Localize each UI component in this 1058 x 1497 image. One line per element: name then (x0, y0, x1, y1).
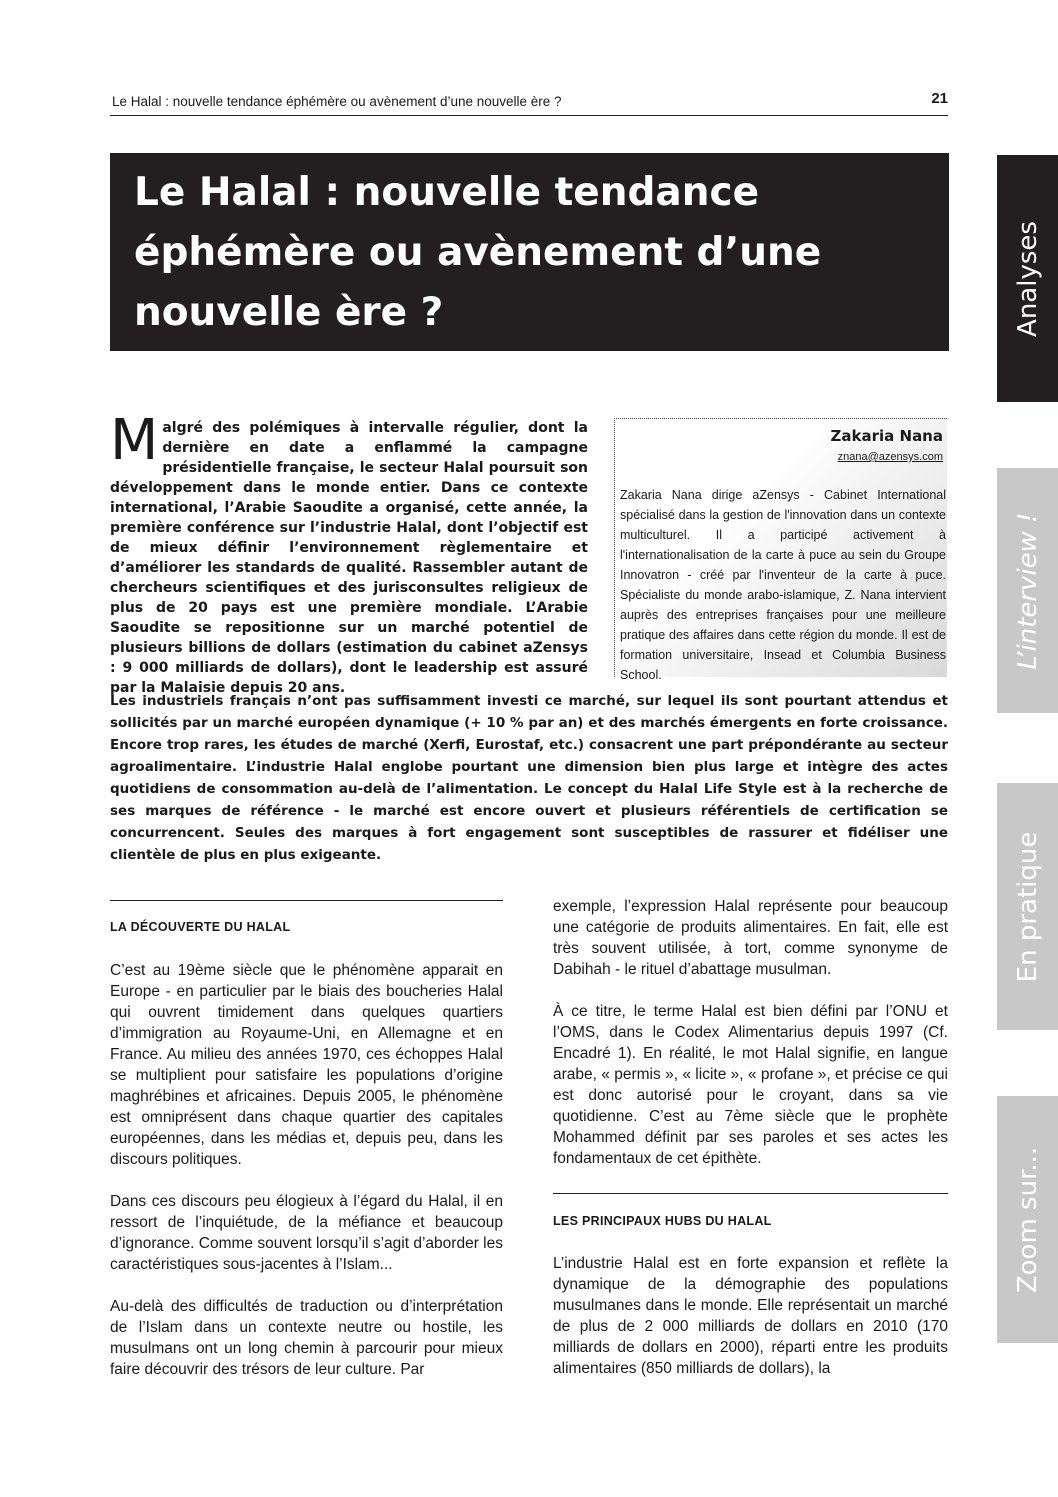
paragraph: exemple, l’expression Halal représente pour beaucoup une catégorie de produits alimentaires. En fait, elle est très souvent utilisée, à tort, comme synonyme de Dabihah - le rituel d’abattage musulman. (553, 898, 948, 978)
tab-zoom-sur[interactable] (997, 1096, 1058, 1343)
paragraph: Au-delà des difficultés de traduction ou d’interprétation de l’Islam dans un contexte neutre ou hostile, les musulmans ont un long chemin à parcourir pour mieux faire découvrir des trésors de leur culture. Par (110, 1298, 503, 1378)
paragraph: Dans ces discours peu élogieux à l’égard du Halal, il en ressort de l’inquiétude, de la méfiance et beaucoup d’ignorance. Comme souvent lorsqu’il s’agit d’aborder les caractéristiques sous-jacentes à l’Islam... (110, 1193, 503, 1273)
page-title: Le Halal : nouvelle tendance éphémère ou avènement d’une nouvelle ère ? (134, 170, 822, 335)
section-heading: LES PRINCIPAUX HUBS DU HALAL (553, 1214, 772, 1228)
tab-analyses[interactable] (997, 155, 1058, 402)
intro-paragraph: Les industriels français n’ont pas suffisamment investi ce marché, sur lequel ils sont pourtant attendus et sollicités par un marché européen dynamique (+ 10 % par an) et des marchés émergents en forte croissance. Encore trop rares, les études de marché (Xerfi, Eurostaf, etc.) consacrent une part prépondérante au secteur agroalimentaire. L’industrie Halal englobe pourtant une dimension bien plus large et intègre des actes quotidiens de consommation au-delà de l’alimentation. Le concept du Halal Life Style est à la recherche de ses marques de référence - le marché est encore ouvert et plusieurs référentiels de certification se concurrencent. Seules des marques à fort engagement sont susceptibles de rassurer et fidéliser une clientèle de plus en plus exigeante. (110, 693, 948, 863)
author-bio: Zakaria Nana dirige aZensys - Cabinet International spécialisé dans la gestion de l'innovation dans un contexte multiculturel. Il a participé activement à l'internationalisation de la carte à puce au sein du Groupe Innovatron - créé par l'inventeur de la carte à puce. Spécialiste du monde arabo-islamique, Z. Nana intervient auprès des entreprises françaises pour une meilleure pratique des affaires dans cette région du monde. Il est de formation universitaire, Insead et Columbia Business School. (620, 488, 946, 682)
section-rule (110, 900, 503, 901)
column-right-continued (553, 1253, 948, 1379)
section-heading: LA DÉCOUVERTE DU HALAL (110, 920, 291, 934)
title-block (110, 153, 949, 351)
running-head (110, 90, 948, 116)
author-email-link[interactable]: znana@azensys.com (837, 451, 943, 463)
paragraph: À ce titre, le terme Halal est bien défini par l’ONU et l’OMS, dans le Codex Alimentarius depuis 1997 (Cf. Encadré 1). En réalité, le mot Halal signifie, en langue arabe, « permis », « licite », « profane », et précise ce qui est donc autorisé pour le croyant, dans sa vie quotidienne. C’est au 7ème siècle que le prophète Mohammed définit par ses paroles et ses actes les fondamentaux de cet épithète. (553, 1003, 948, 1167)
column-left (110, 960, 503, 1380)
section-rule (553, 1193, 948, 1194)
tab-interview[interactable] (997, 468, 1058, 713)
tab-en-pratique[interactable] (997, 783, 1058, 1030)
tab-zoom-sur-label: Zoom sur... (1012, 1146, 1043, 1293)
tab-interview-label: L’interview ! (1012, 511, 1043, 670)
column-right (553, 896, 948, 1169)
paragraph: C’est au 19ème siècle que le phénomène apparait en Europe - en particulier par le biais des boucheries Halal qui ouvrent timidement dans quelques quartiers d’immigration au Royaume-Uni, en Allemagne et en France. Au milieu des années 1970, ces échoppes Halal se multiplient pour satisfaire les populations d’origine maghrébines et africaines. Depuis 2005, le phénomène est omniprésent dans chaque quartier des capitales européennes, dans les médias et, depuis peu, dans les discours politiques. (110, 962, 503, 1168)
lead-text: algré des polémiques à intervalle régulier, dont la dernière en date a enflammé la campagne présidentielle française, le secteur Halal poursuit son développement dans le monde entier. Dans ce contexte international, l’Arabie Saoudite a organisé, cette année, la première conférence sur l’industrie Halal, dont l’objectif est de mieux définir l’environnement règlementaire et d’améliorer les standards de qualité. Rassembler autant de chercheurs scientifiques et des jurisconsultes religieux de plus de 20 pays est une première mondiale. L’Arabie Saoudite se repositionne sur un marché potentiel de plusieurs billions de dollars (estimation du cabinet aZensys : 9 000 milliards de dollars), dont le leadership est assuré par la Malaisie depuis 20 ans. (110, 420, 588, 696)
tab-analyses-label: Analyses (1012, 220, 1043, 337)
paragraph: L’industrie Halal est en forte expansion et reflète la dynamique de la démographie des populations musulmanes dans le monde. Elle représentait un marché de plus de 2 000 milliards de dollars en 2010 (170 milliards de dollars en 2000), réparti entre les produits alimentaires (850 milliards de dollars), la (553, 1255, 948, 1377)
author-box (614, 418, 947, 682)
running-head-text: Le Halal : nouvelle tendance éphémère ou avènement d’une nouvelle ère ? (112, 94, 562, 109)
author-name: Zakaria Nana (830, 427, 943, 445)
drop-cap: M (110, 408, 159, 473)
lead-paragraph (110, 408, 588, 698)
tab-en-pratique-label: En pratique (1012, 831, 1043, 982)
page-number: 21 (931, 90, 948, 107)
